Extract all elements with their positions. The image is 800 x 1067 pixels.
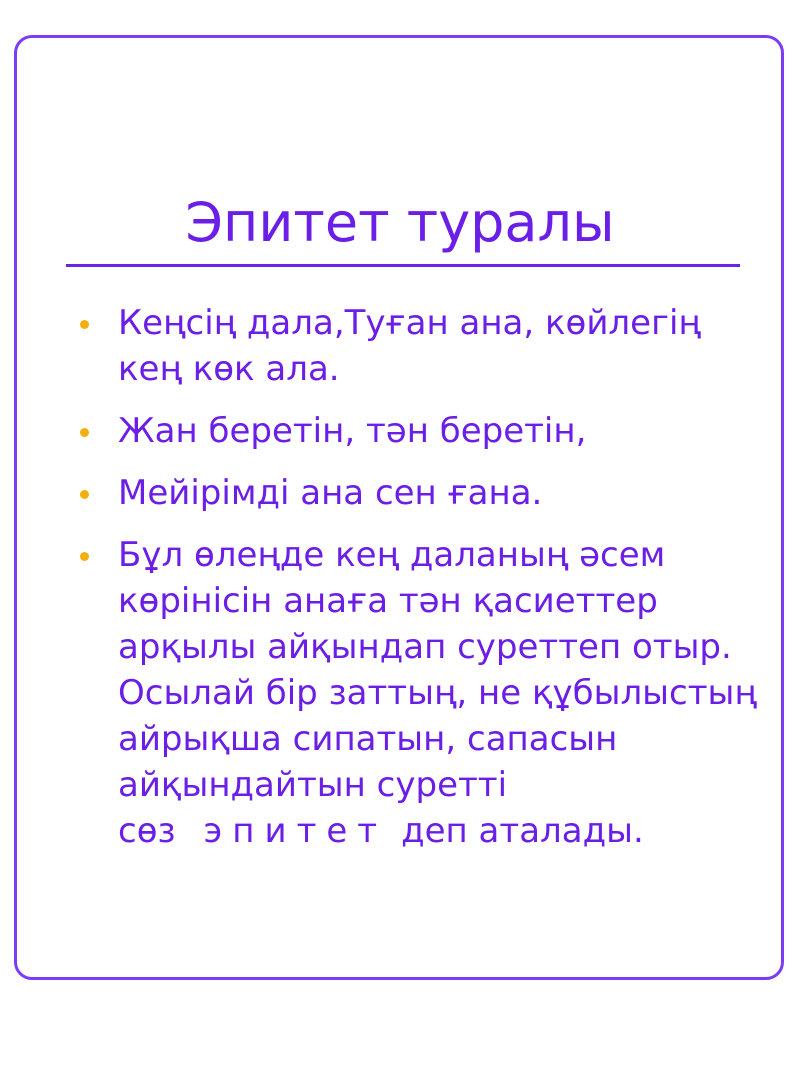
slide-title: Эпитет туралы xyxy=(185,191,615,254)
bullet-text: Бұл өлеңде кең даланың әсем көрінісін анаға тән қасиеттер арқылы айқындап суреттеп отыр. Осылай бір заттың, не құбылыстың айрықша сипатын, сапасын айқындайтын суретті сөз xyxy=(118,535,757,851)
bullet-dot-icon xyxy=(80,490,89,499)
bullet-list xyxy=(0,300,800,870)
bullet-item-3 xyxy=(0,470,800,516)
bullet-item-2 xyxy=(0,408,800,454)
bullet-text: Кеңсің дала,Туған ана, көйлегің кең көк ала. xyxy=(118,303,701,389)
bullet-item-1 xyxy=(0,300,800,392)
bullet-item-4 xyxy=(0,532,800,854)
bullet-dot-icon xyxy=(80,428,89,437)
bullet-text-end: деп аталады. xyxy=(401,811,644,851)
title-underline xyxy=(66,264,740,267)
bullet-dot-icon xyxy=(80,552,89,561)
bullet-dot-icon xyxy=(80,320,89,329)
bullet-text: Мейірімді ана сен ғана. xyxy=(118,473,543,513)
term-epithet: эпитет xyxy=(203,811,388,851)
bullet-text: Жан беретін, тән беретін, xyxy=(118,411,587,451)
